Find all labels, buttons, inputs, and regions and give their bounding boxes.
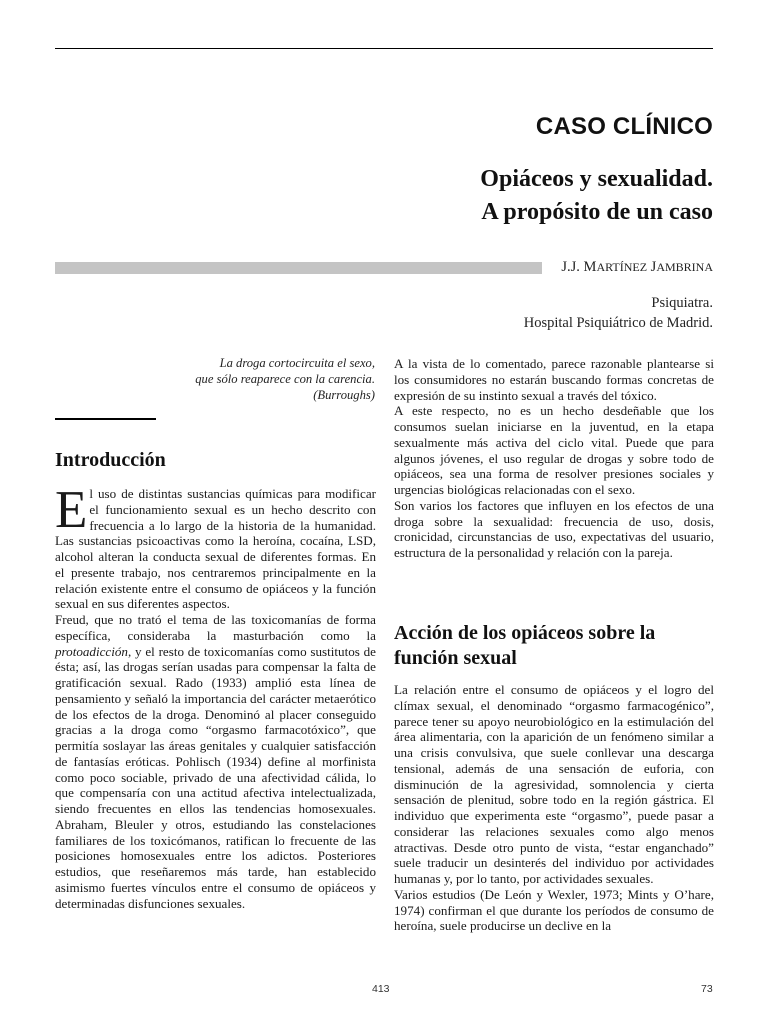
top-rule [55, 48, 713, 49]
intro-paragraph-1-text: l uso de distintas sustancias químicas para modificar el funcionamiento sexual es un hecho descrito con frecuencia a lo largo de la historia de la humanidad. Las sustancias psicoactivas como la heroína, cocaína, LSD, alcohol alteran la conducta sexual de diferentes formas. En el presente trabajo, nos centraremos principalmente en la relación existente entre el consumo de opiáceos y la función sexual en sus diferentes aspectos. [55, 486, 376, 612]
intro-paragraph-1 [55, 481, 376, 612]
right-paragraph-3: Son varios los factores que influyen en los efectos de una droga sobre la sexualidad: frecuencia de uso, dosis, cronicidad, circunstancias de uso, expectativas del usuario, estructura de la personalidad y relación con la pareja. [394, 497, 714, 560]
intro-paragraph-2-text-a: Freud, que no trató el tema de las toxicomanías de forma específica, consideraba la masturbación como la [55, 612, 376, 643]
accion-paragraph-1: La relación entre el consumo de opiáceos y el logro del clímax sexual, el denominado “orgasmo farmacogénico”, parece tener su apoyo neurobiológico en la estimulación del área alimentaria, con la aparición de un fenómeno similar a una crisis convulsiva, que suele conllevar una descarga tensional, además de una sensación de euforia, con disminución de la agresividad, somnolencia y cierta sensación de plenitud, sobre todo en la región gástrica. El individuo que experimenta este “orgasmo”, puede pasar a considerar las relaciones sexuales como algo menos atractivas. Desde otro punto de vista, “estar enganchado” suele traducir un desinterés del individuo por actividades humanas y, por lo tanto, por actividades sexuales. [394, 682, 714, 886]
affiliation [524, 293, 713, 333]
affiliation-line-1: Psiquiatra. [651, 295, 713, 311]
epigraph [45, 355, 375, 403]
title-line-2: A propósito de un caso [481, 199, 713, 225]
epigraph-attribution: (Burroughs) [313, 388, 375, 402]
right-column-bottom [394, 682, 714, 934]
drop-cap: E [55, 481, 88, 539]
short-rule [55, 418, 156, 420]
intro-paragraph-2 [55, 612, 376, 911]
accion-paragraph-2: Varios estudios (De León y Wexler, 1973; Mints y O’hare, 1974) confirman el que durante los períodos de consumo de heroína, suele producirse un declive en la [394, 886, 714, 934]
heading-accion-opiaceos: Acción de los opiáceos sobre la función sexual [394, 622, 656, 669]
page-number-right: 73 [701, 983, 713, 995]
right-paragraph-2: A este respecto, no es un hecho desdeñable que los consumos suelan iniciarse en la juventud, en la etapa sexualmente más activa del ciclo vital. Puede que para algunos jóvenes, el uso regular de drogas y sobre todo de opiáceos, sea una forma de resolver presiones sociales y urgencias biológicas relacionadas con el sexo. [394, 403, 714, 497]
intro-column [55, 481, 376, 911]
title-line-1: Opiáceos y sexualidad. [480, 166, 713, 192]
right-paragraph-1: A la vista de lo comentado, parece razonable plantearse si los consumidores no estarán buscando formas concretas de expresión de su instinto sexual a través del tóxico. [394, 356, 714, 403]
author-bar [55, 262, 542, 274]
author-prefix: J.J. M [561, 259, 597, 275]
affiliation-line-2: Hospital Psiquiátrico de Madrid. [523, 315, 713, 331]
author-mid: J [647, 259, 657, 275]
epigraph-line-2: que sólo reaparece con la carencia. [195, 372, 375, 386]
author-smallcaps-1: ARTÍNEZ [596, 260, 648, 274]
section-label: CASO CLÍNICO [535, 113, 713, 140]
emphasis-protoadiccion: protoadicción [55, 643, 128, 659]
article-title [480, 163, 713, 229]
intro-paragraph-2-text-b: , y el resto de toxicomanías como sustitutos de ésta; así, las drogas serían usadas para compensar la falta de gratificación sexual. Rado (1933) amplió esta línea de pensamiento y señaló la importancia del carácter metaerótico de los efectos de la droga. Denominó al placer conseguido gracias a la droga como “orgasmo farmacotóxico”, que permitía soslayar las áreas genitales y cualquier satisfacción de fantasías eróticas. Pohlisch (1934) define al morfinista como poco sociable, privado de una afectividad cálida, lo que compensaría con una actitud afectiva intelectualizada, siendo frecuentes en ellos las tendencias homosexuales. Abraham, Bleuler y otros, estudiando las constelaciones familiares de los toxicómanos, ratifican lo frecuente de las posiciones homosexuales entre los adictos. Posteriores estudios, que reseñaremos más tarde, han establecido asimismo fuertes vínculos entre el consumo de opiáceos y determinadas disfunciones sexuales. [55, 643, 376, 911]
page-number-center: 413 [372, 983, 390, 995]
right-column-top [394, 356, 714, 561]
heading-introduccion: Introducción [55, 449, 166, 471]
epigraph-line-1: La droga cortocircuita el sexo, [219, 356, 375, 370]
author-smallcaps-2: AMBRINA [656, 260, 713, 274]
author [561, 259, 713, 276]
